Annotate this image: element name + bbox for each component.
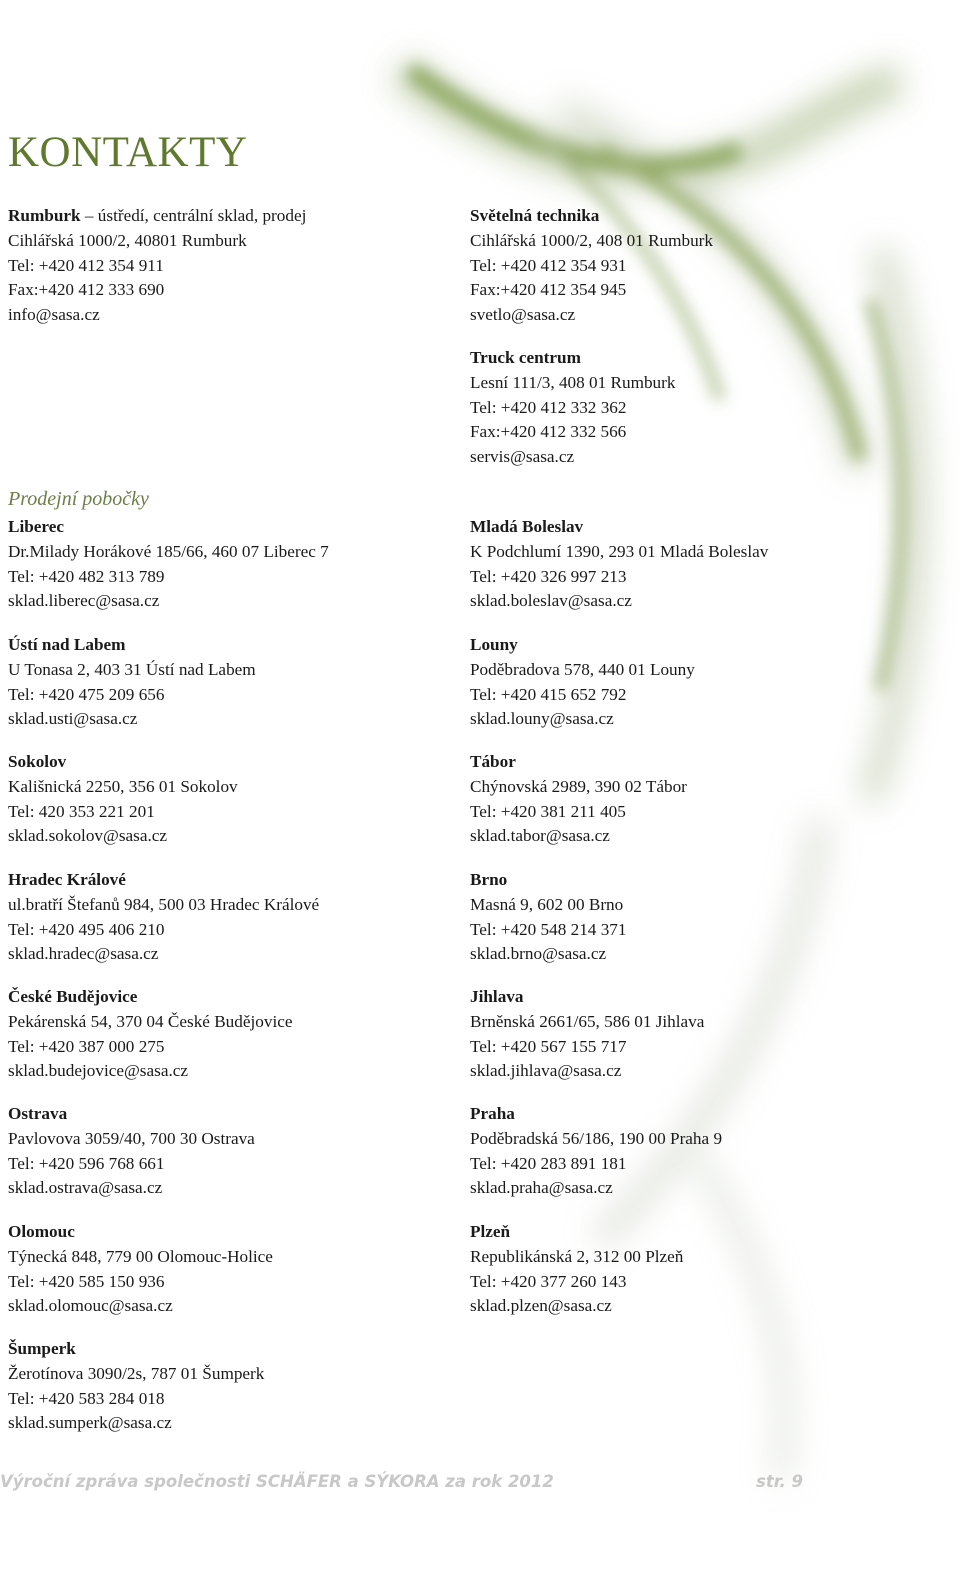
branch-block [470, 750, 687, 849]
branch-block [8, 1337, 264, 1436]
branch-phone: Tel: +420 381 211 405 [470, 801, 626, 821]
contact-phone: Tel: +420 412 354 931 [470, 255, 627, 275]
branch-phone: Tel: +420 475 209 656 [8, 684, 165, 704]
branch-email[interactable]: sklad.liberec@sasa.cz [8, 591, 160, 611]
branch-block [8, 633, 256, 732]
branch-address: Týnecká 848, 779 00 Olomouc-Holice [8, 1246, 273, 1266]
contact-phone: Tel: +420 412 332 362 [470, 397, 627, 417]
branch-phone: Tel: +420 377 260 143 [470, 1271, 627, 1291]
branch-email[interactable]: sklad.boleslav@sasa.cz [470, 591, 632, 611]
branch-address: Pavlovova 3059/40, 700 30 Ostrava [8, 1128, 255, 1148]
branch-block [8, 1102, 255, 1201]
branch-phone: Tel: +420 415 652 792 [470, 684, 627, 704]
contact-email[interactable]: svetlo@sasa.cz [470, 305, 576, 325]
branch-block [470, 1220, 683, 1319]
branch-block [8, 868, 319, 967]
branch-address: Republikánská 2, 312 00 Plzeň [470, 1246, 684, 1266]
contact-fax: Fax:+420 412 332 566 [470, 422, 627, 442]
branch-phone: Tel: +420 567 155 717 [470, 1036, 627, 1056]
contact-block-svetelna-technika [470, 204, 713, 328]
branch-address: U Tonasa 2, 403 31 Ústí nad Labem [8, 659, 256, 679]
branch-email[interactable]: sklad.sokolov@sasa.cz [8, 826, 168, 846]
section-label-branches: Prodejní pobočky [8, 488, 149, 510]
branch-address: Masná 9, 602 00 Brno [470, 894, 624, 914]
branch-address: Kališnická 2250, 356 01 Sokolov [8, 776, 238, 796]
branch-email[interactable]: sklad.ostrava@sasa.cz [8, 1178, 163, 1198]
page-title: KONTAKTY [8, 129, 248, 176]
branch-email[interactable]: sklad.praha@sasa.cz [470, 1178, 613, 1198]
branch-name: České Budějovice [8, 987, 138, 1006]
contact-address: Lesní 111/3, 408 01 Rumburk [470, 372, 676, 392]
branch-name: Louny [470, 635, 518, 654]
branch-block [470, 515, 768, 614]
branch-email[interactable]: sklad.budejovice@sasa.cz [8, 1061, 188, 1081]
branch-address: Poděbradská 56/186, 190 00 Praha 9 [470, 1128, 723, 1148]
branch-email[interactable]: sklad.plzen@sasa.cz [470, 1296, 612, 1316]
branch-phone: Tel: +420 387 000 275 [8, 1036, 165, 1056]
contact-heading [8, 204, 306, 229]
contact-fax: Fax:+420 412 354 945 [470, 280, 627, 300]
branch-email[interactable]: sklad.usti@sasa.cz [8, 709, 138, 729]
branch-name: Olomouc [8, 1222, 75, 1241]
branch-email[interactable]: sklad.hradec@sasa.cz [8, 944, 159, 964]
contact-name: Světelná technika [470, 206, 600, 225]
branch-block [470, 985, 704, 1084]
branch-name: Jihlava [470, 987, 524, 1006]
contact-email[interactable]: servis@sasa.cz [470, 447, 575, 467]
branch-phone: Tel: +420 585 150 936 [8, 1271, 165, 1291]
branch-phone: Tel: +420 326 997 213 [470, 566, 627, 586]
branch-block [8, 515, 329, 614]
branch-phone: Tel: +420 482 313 789 [8, 566, 165, 586]
contact-block-truck-centrum [470, 346, 675, 470]
branch-name: Tábor [470, 752, 516, 771]
branch-address: K Podchlumí 1390, 293 01 Mladá Boleslav [470, 541, 769, 561]
branch-name: Šumperk [8, 1339, 76, 1358]
branch-email[interactable]: sklad.louny@sasa.cz [470, 709, 614, 729]
branch-name: Sokolov [8, 752, 67, 771]
branch-name: Hradec Králové [8, 870, 126, 889]
branch-address: Poděbradova 578, 440 01 Louny [470, 659, 695, 679]
branch-phone: Tel: +420 548 214 371 [470, 919, 627, 939]
contact-email[interactable]: info@sasa.cz [8, 305, 100, 325]
branch-phone: Tel: +420 495 406 210 [8, 919, 165, 939]
branch-email[interactable]: sklad.olomouc@sasa.cz [8, 1296, 173, 1316]
branch-name: Mladá Boleslav [470, 517, 584, 536]
branch-block [8, 750, 238, 849]
branch-block [8, 985, 292, 1084]
branch-address: ul.bratří Štefanů 984, 500 03 Hradec Králové [8, 894, 320, 914]
contact-phone: Tel: +420 412 354 911 [8, 255, 164, 275]
page-footer [0, 1472, 960, 1500]
branch-phone: Tel: +420 583 284 018 [8, 1388, 165, 1408]
branch-block [470, 868, 626, 967]
branch-phone: Tel: +420 596 768 661 [8, 1153, 165, 1173]
branch-name: Ústí nad Labem [8, 635, 126, 654]
contact-name: Rumburk [8, 206, 81, 225]
branch-email[interactable]: sklad.tabor@sasa.cz [470, 826, 610, 846]
contact-fax: Fax:+420 412 333 690 [8, 280, 165, 300]
page-number: str. 9 [756, 1472, 803, 1491]
footer-title: Výroční zpráva společnosti SCHÄFER a SÝKORA za rok 2012 [0, 1472, 554, 1491]
contact-address: Cihlářská 1000/2, 40801 Rumburk [8, 230, 247, 250]
branch-block [470, 1102, 722, 1201]
branch-address: Pekárenská 54, 370 04 České Budějovice [8, 1011, 293, 1031]
branch-phone: Tel: 420 353 221 201 [8, 801, 155, 821]
branch-address: Brněnská 2661/65, 586 01 Jihlava [470, 1011, 705, 1031]
branch-name: Ostrava [8, 1104, 68, 1123]
branch-address: Žerotínova 3090/2s, 787 01 Šumperk [8, 1363, 265, 1383]
contact-block-rumburk [8, 204, 306, 328]
branch-address: Chýnovská 2989, 390 02 Tábor [470, 776, 687, 796]
contact-subtitle: – ústředí, centrální sklad, prodej [80, 206, 307, 225]
branch-name: Brno [470, 870, 508, 889]
branch-phone: Tel: +420 283 891 181 [470, 1153, 627, 1173]
contact-address: Cihlářská 1000/2, 408 01 Rumburk [470, 230, 714, 250]
contact-name: Truck centrum [470, 348, 581, 367]
branch-email[interactable]: sklad.jihlava@sasa.cz [470, 1061, 622, 1081]
branch-block [470, 633, 695, 732]
branch-name: Liberec [8, 517, 65, 536]
branch-address: Dr.Milady Horákové 185/66, 460 07 Liberec 7 [8, 541, 329, 561]
branch-block [8, 1220, 273, 1319]
branch-email[interactable]: sklad.sumperk@sasa.cz [8, 1413, 172, 1433]
branch-email[interactable]: sklad.brno@sasa.cz [470, 944, 607, 964]
branch-name: Praha [470, 1104, 515, 1123]
branch-name: Plzeň [470, 1222, 511, 1241]
